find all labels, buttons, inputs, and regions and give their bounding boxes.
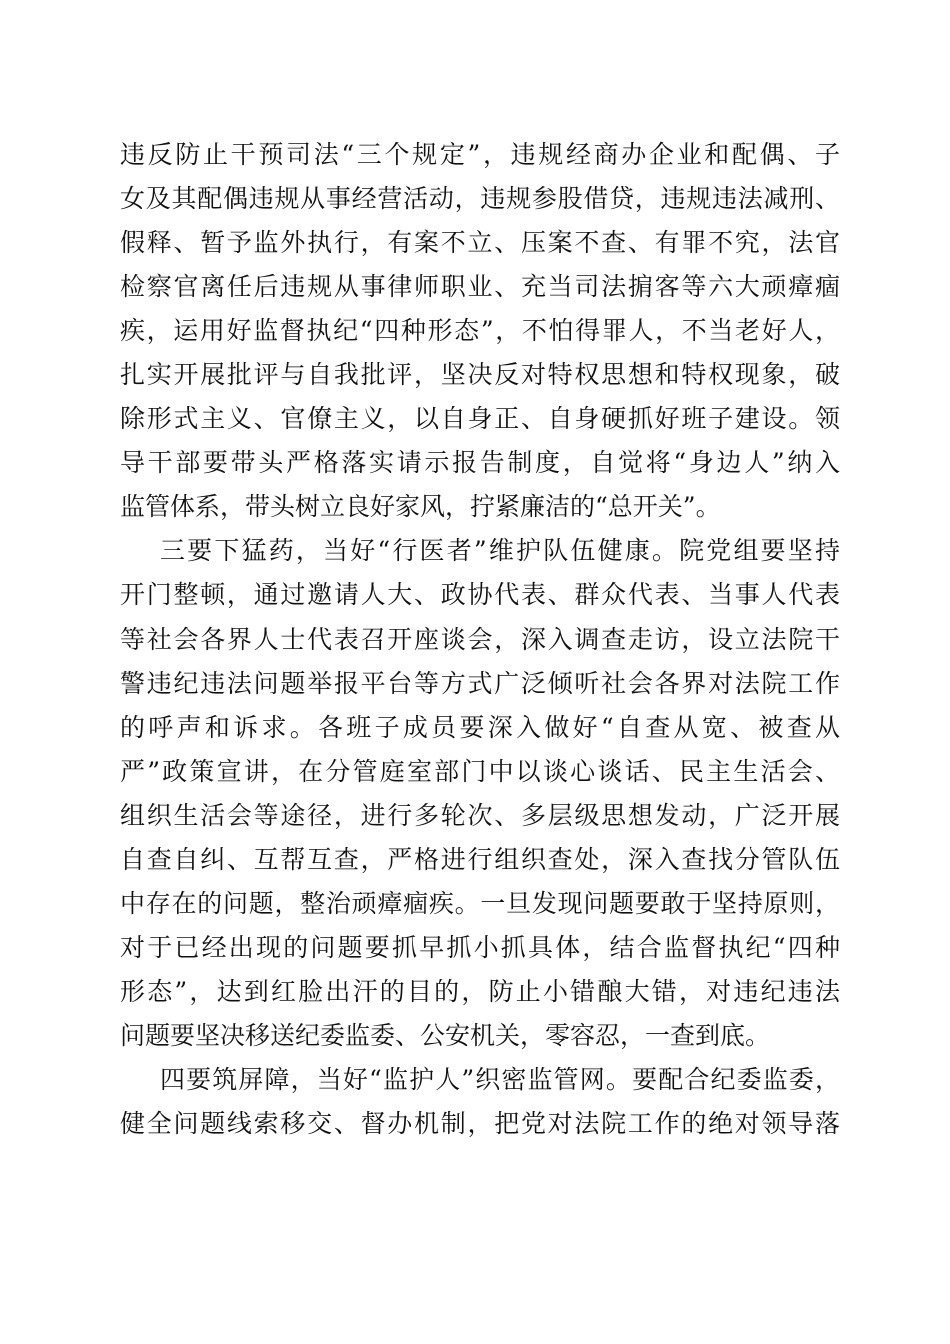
text-line: 除形式主义、官僚主义，以自身正、自身硬抓好班子建设。领 bbox=[120, 404, 840, 434]
paragraph-start-line: 四要筑屏障，当好“监护人”织密监管网。要配合纪委监委， bbox=[160, 1064, 840, 1094]
text-line: 健全问题线索移交、督办机制，把党对法院工作的绝对领导落 bbox=[120, 1109, 840, 1139]
text-line: 女及其配偶违规从事经营活动，违规参股借贷，违规违法减刑、 bbox=[120, 184, 840, 214]
text-line: 组织生活会等途径，进行多轮次、多层级思想发动，广泛开展 bbox=[120, 800, 840, 830]
text-line: 疾，运用好监督执纪“四种形态”，不怕得罪人，不当老好人， bbox=[120, 316, 840, 346]
text-line: 形态”，达到红脸出汗的目的，防止小错酿大错，对违纪违法 bbox=[120, 976, 840, 1006]
text-line: 假释、暂予监外执行，有案不立、压案不查、有罪不究，法官 bbox=[120, 228, 840, 258]
text-line: 自查自纠、互帮互查，严格进行组织查处，深入查找分管队伍 bbox=[120, 844, 840, 874]
text-line: 检察官离任后违规从事律师职业、充当司法掮客等六大顽瘴痼 bbox=[120, 272, 840, 302]
text-line: 违反防止干预司法“三个规定”，违规经商办企业和配偶、子 bbox=[120, 140, 840, 169]
text-line: 警违纪违法问题举报平台等方式广泛倾听社会各界对法院工作 bbox=[120, 668, 840, 698]
text-line: 开门整顿，通过邀请人大、政协代表、群众代表、当事人代表 bbox=[120, 580, 840, 610]
text-line: 的呼声和诉求。各班子成员要深入做好“自查从宽、被查从 bbox=[120, 712, 840, 742]
paragraph-end-line: 问题要坚决移送纪委监委、公安机关，零容忍，一查到底。 bbox=[120, 1020, 771, 1050]
text-line: 扎实开展批评与自我批评，坚决反对特权思想和特权现象，破 bbox=[120, 360, 840, 390]
document-body bbox=[120, 133, 840, 1146]
text-line: 中存在的问题，整治顽瘴痼疾。一旦发现问题要敢于坚持原则， bbox=[120, 888, 840, 918]
text-line: 对于已经出现的问题要抓早抓小抓具体，结合监督执纪“四种 bbox=[120, 932, 840, 962]
text-line: 导干部要带头严格落实请示报告制度，自觉将“身边人”纳入 bbox=[120, 448, 840, 478]
text-line: 严”政策宣讲，在分管庭室部门中以谈心谈话、民主生活会、 bbox=[120, 756, 840, 786]
paragraph-start-line: 三要下猛药，当好“行医者”维护队伍健康。院党组要坚持 bbox=[160, 536, 840, 566]
paragraph-end-line: 监管体系，带头树立良好家风，拧紧廉洁的“总开关”。 bbox=[120, 492, 721, 522]
text-line: 等社会各界人士代表召开座谈会，深入调查走访，设立法院干 bbox=[120, 624, 840, 654]
